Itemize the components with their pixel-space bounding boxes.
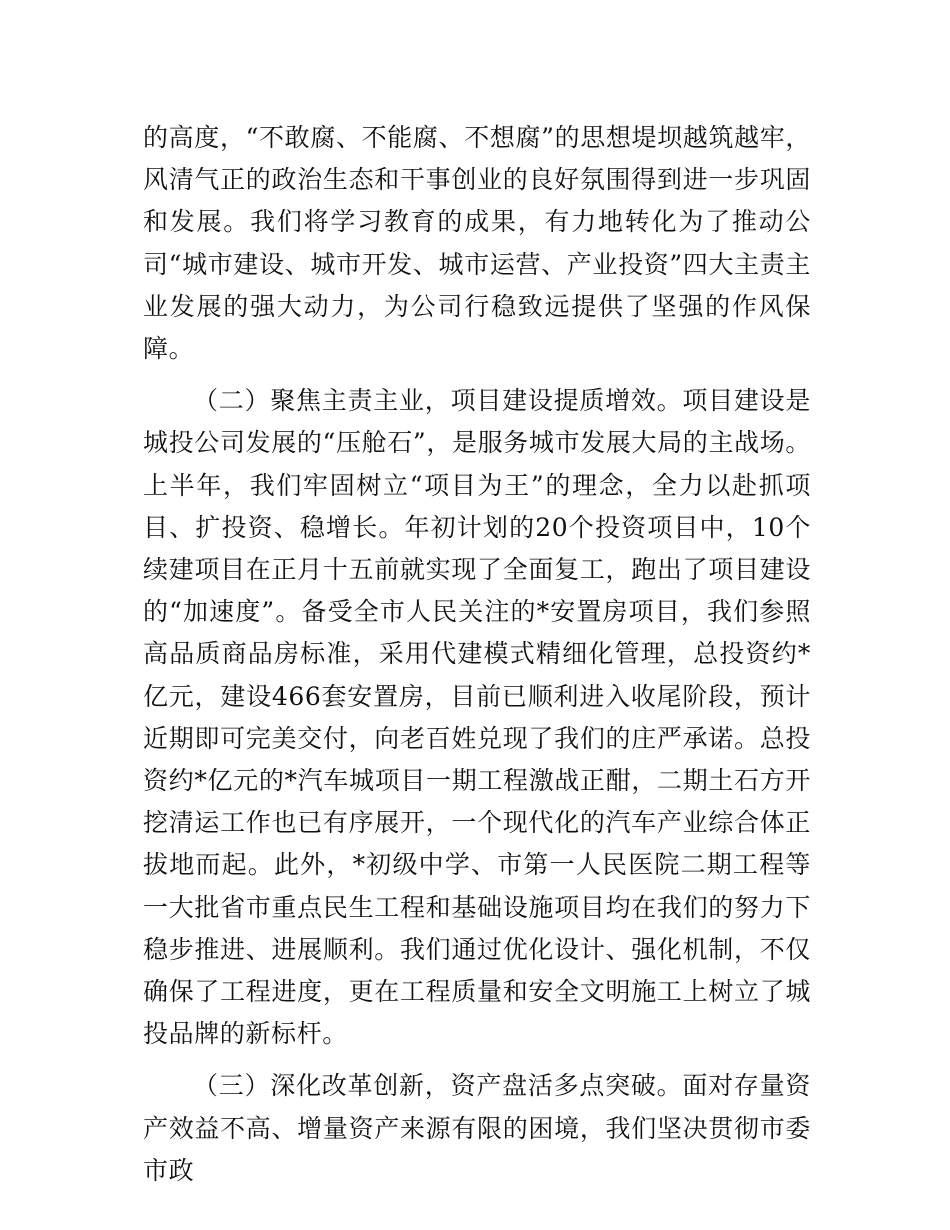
paragraph-continuation: 的高度，“不敢腐、不能腐、不想腐”的思想堤坝越筑越牢，风清气正的政治生态和干事创业的良好氛围得到进一步巩固和发展。我们将学习教育的成果，有力地转化为了推动公司“城市建设、城市开发、城市运营、产业投资”四大主责主业发展的强大动力，为公司行稳致远提供了坚强的作风保障。: [143, 123, 811, 364]
paragraph-section-three: （三）深化改革创新，资产盘活多点突破。面对存量资产效益不高、增量资产来源有限的困境，我们坚决贯彻市委市政: [143, 1071, 811, 1185]
document-body: [143, 117, 811, 1192]
paragraph-section-two: （二）聚焦主责主业，项目建设提质增效。项目建设是城投公司发展的“压舱石”，是服务城市发展大局的主战场。上半年，我们牢固树立“项目为王”的理念，全力以赴抓项目、扩投资、稳增长。年初计划的20个投资项目中，10个续建项目在正月十五前就实现了全面复工，跑出了项目建设的“加速度”。备受全市人民关注的*安置房项目，我们参照高品质商品房标准，采用代建模式精细化管理，总投资约*亿元，建设466套安置房，目前已顺利进入收尾阶段，预计近期即可完美交付，向老百姓兑现了我们的庄严承诺。总投资约*亿元的*汽车城项目一期工程激战正酣，二期土石方开挖清运工作也已有序展开，一个现代化的汽车产业综合体正拔地而起。此外，*初级中学、市第一人民医院二期工程等一大批省市重点民生工程和基础设施项目均在我们的努力下稳步推进、进展顺利。我们通过优化设计、强化机制，不仅确保了工程进度，更在工程质量和安全文明施工上树立了城投品牌的新标杆。: [143, 386, 811, 1049]
